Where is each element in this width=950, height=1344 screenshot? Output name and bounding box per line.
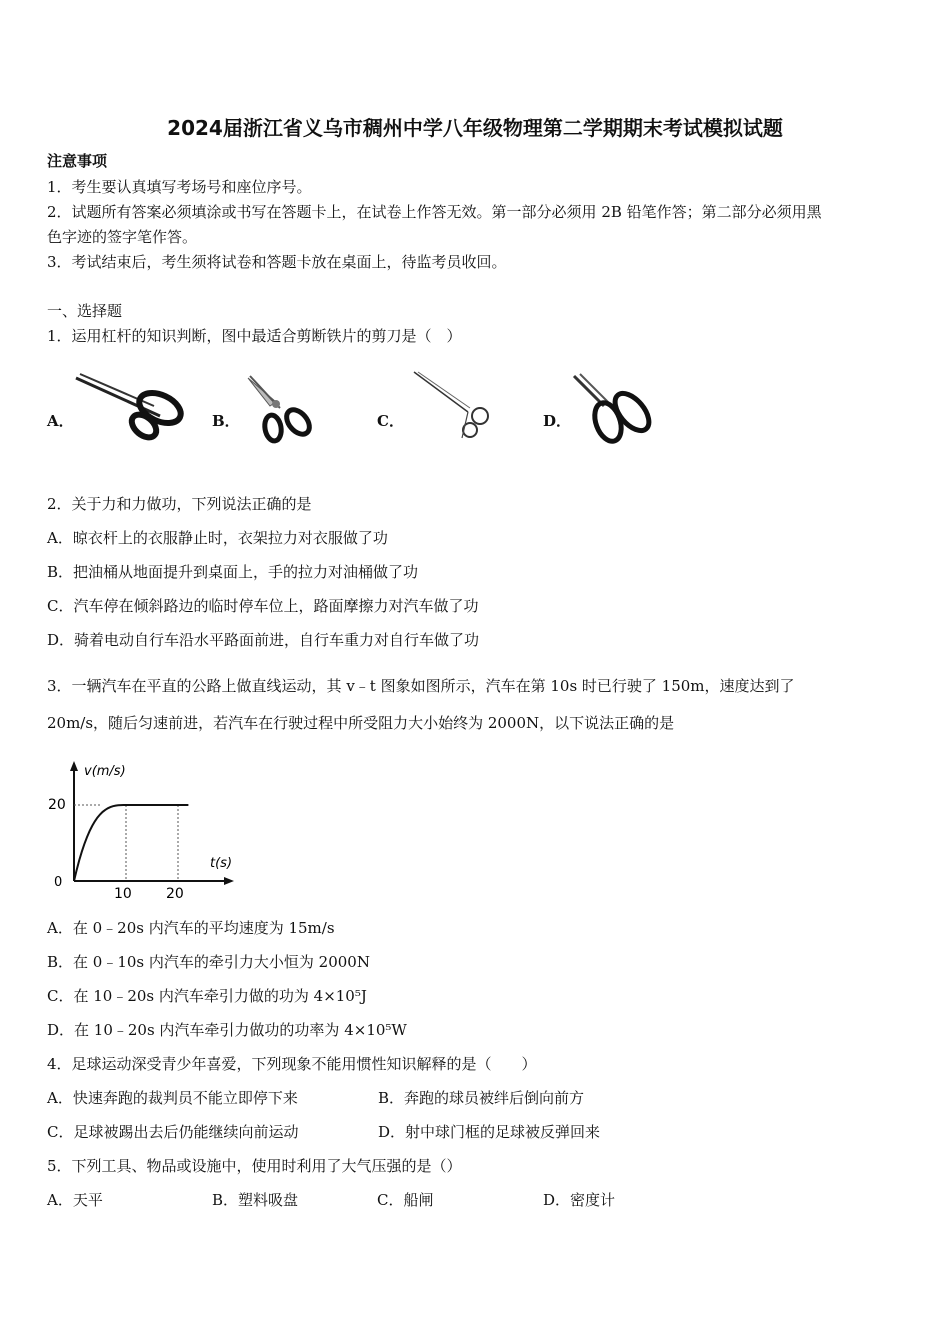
note-item-2-cont: 色字迹的签字笔作答。 xyxy=(47,228,198,246)
q2-stem: 2．关于力和力做功，下列说法正确的是 xyxy=(47,495,312,513)
scissors-a-icon xyxy=(72,368,184,446)
origin-label: 0 xyxy=(54,875,63,890)
x-tick-20: 20 xyxy=(166,886,184,902)
y-tick-20: 20 xyxy=(48,797,66,813)
q3-option-d: D．在 10﹣20s 内汽车牵引力做功的功率为 4×10⁵W xyxy=(47,1021,407,1039)
q4-stem: 4．足球运动深受青少年喜爱，下列现象不能用惯性知识解释的是（ ） xyxy=(47,1055,537,1073)
q2-option-c: C．汽车停在倾斜路边的临时停车位上，路面摩擦力对汽车做了功 xyxy=(47,597,479,615)
scissors-d-icon xyxy=(570,370,656,446)
vt-graph xyxy=(40,755,250,905)
x-axis-label: t(s) xyxy=(210,856,233,871)
q1-option-d-label: D． xyxy=(543,412,572,430)
note-item-3: 3．考试结束后，考生须将试卷和答题卡放在桌面上，待监考员收回。 xyxy=(47,253,507,271)
x-axis-arrow-icon xyxy=(224,877,234,885)
q1-option-c-label: C． xyxy=(377,412,404,430)
x-tick-10: 10 xyxy=(114,886,132,902)
scissors-c-icon xyxy=(410,368,500,446)
q3-option-b: B．在 0﹣10s 内汽车的牵引力大小恒为 2000N xyxy=(47,953,370,971)
y-axis-label: v(m/s) xyxy=(84,764,126,779)
q5-option-d: D．密度计 xyxy=(543,1191,616,1209)
y-axis-arrow-icon xyxy=(70,761,78,771)
q2-option-b: B．把油桶从地面提升到桌面上，手的拉力对油桶做了功 xyxy=(47,563,419,581)
q5-option-b: B．塑料吸盘 xyxy=(212,1191,299,1209)
q1-option-b-label: B． xyxy=(212,412,240,430)
q5-stem: 5．下列工具、物品或设施中，使用时利用了大气压强的是（） xyxy=(47,1157,462,1175)
scissors-b-icon xyxy=(240,372,320,448)
notes-heading: 注意事项 xyxy=(47,152,108,170)
q4-option-d: D．射中球门框的足球被反弹回来 xyxy=(378,1123,601,1141)
q3-option-c: C．在 10﹣20s 内汽车牵引力做的功为 4×10⁵J xyxy=(47,987,367,1005)
q3-stem-line-1: 3．一辆汽车在平直的公路上做直线运动，其 v﹣t 图象如图所示，汽车在第 10s 时已行驶了 150m，速度达到了 xyxy=(47,677,795,695)
q3-option-a: A．在 0﹣20s 内汽车的平均速度为 15m/s xyxy=(47,919,335,937)
q1-stem: 1．运用杠杆的知识判断，图中最适合剪断铁片的剪刀是（ ） xyxy=(47,327,462,345)
q5-option-a: A．天平 xyxy=(47,1191,103,1209)
q4-option-b: B．奔跑的球员被绊后倒向前方 xyxy=(378,1089,585,1107)
q4-option-c: C．足球被踢出去后仍能继续向前运动 xyxy=(47,1123,299,1141)
q4-option-a: A．快速奔跑的裁判员不能立即停下来 xyxy=(47,1089,298,1107)
q2-option-a: A．晾衣杆上的衣服静止时，衣架拉力对衣服做了功 xyxy=(47,529,388,547)
q1-option-a-label: A． xyxy=(47,412,74,430)
q5-option-c: C．船闸 xyxy=(377,1191,434,1209)
page-title: 2024届浙江省义乌市稠州中学八年级物理第二学期期末考试模拟试题 xyxy=(167,116,783,140)
section-heading: 一、选择题 xyxy=(47,302,123,320)
q2-option-d: D．骑着电动自行车沿水平路面前进，自行车重力对自行车做了功 xyxy=(47,631,480,649)
q3-stem-line-2: 20m/s，随后匀速前进，若汽车在行驶过程中所受阻力大小始终为 2000N，以下说法正确的是 xyxy=(47,714,675,732)
velocity-curve xyxy=(74,805,188,881)
note-item-1: 1．考生要认真填写考场号和座位序号。 xyxy=(47,178,312,196)
note-item-2: 2．试题所有答案必须填涂或书写在答题卡上，在试卷上作答无效。第一部分必须用 2B 铅笔作答；第二部分必须用黑 xyxy=(47,203,822,221)
